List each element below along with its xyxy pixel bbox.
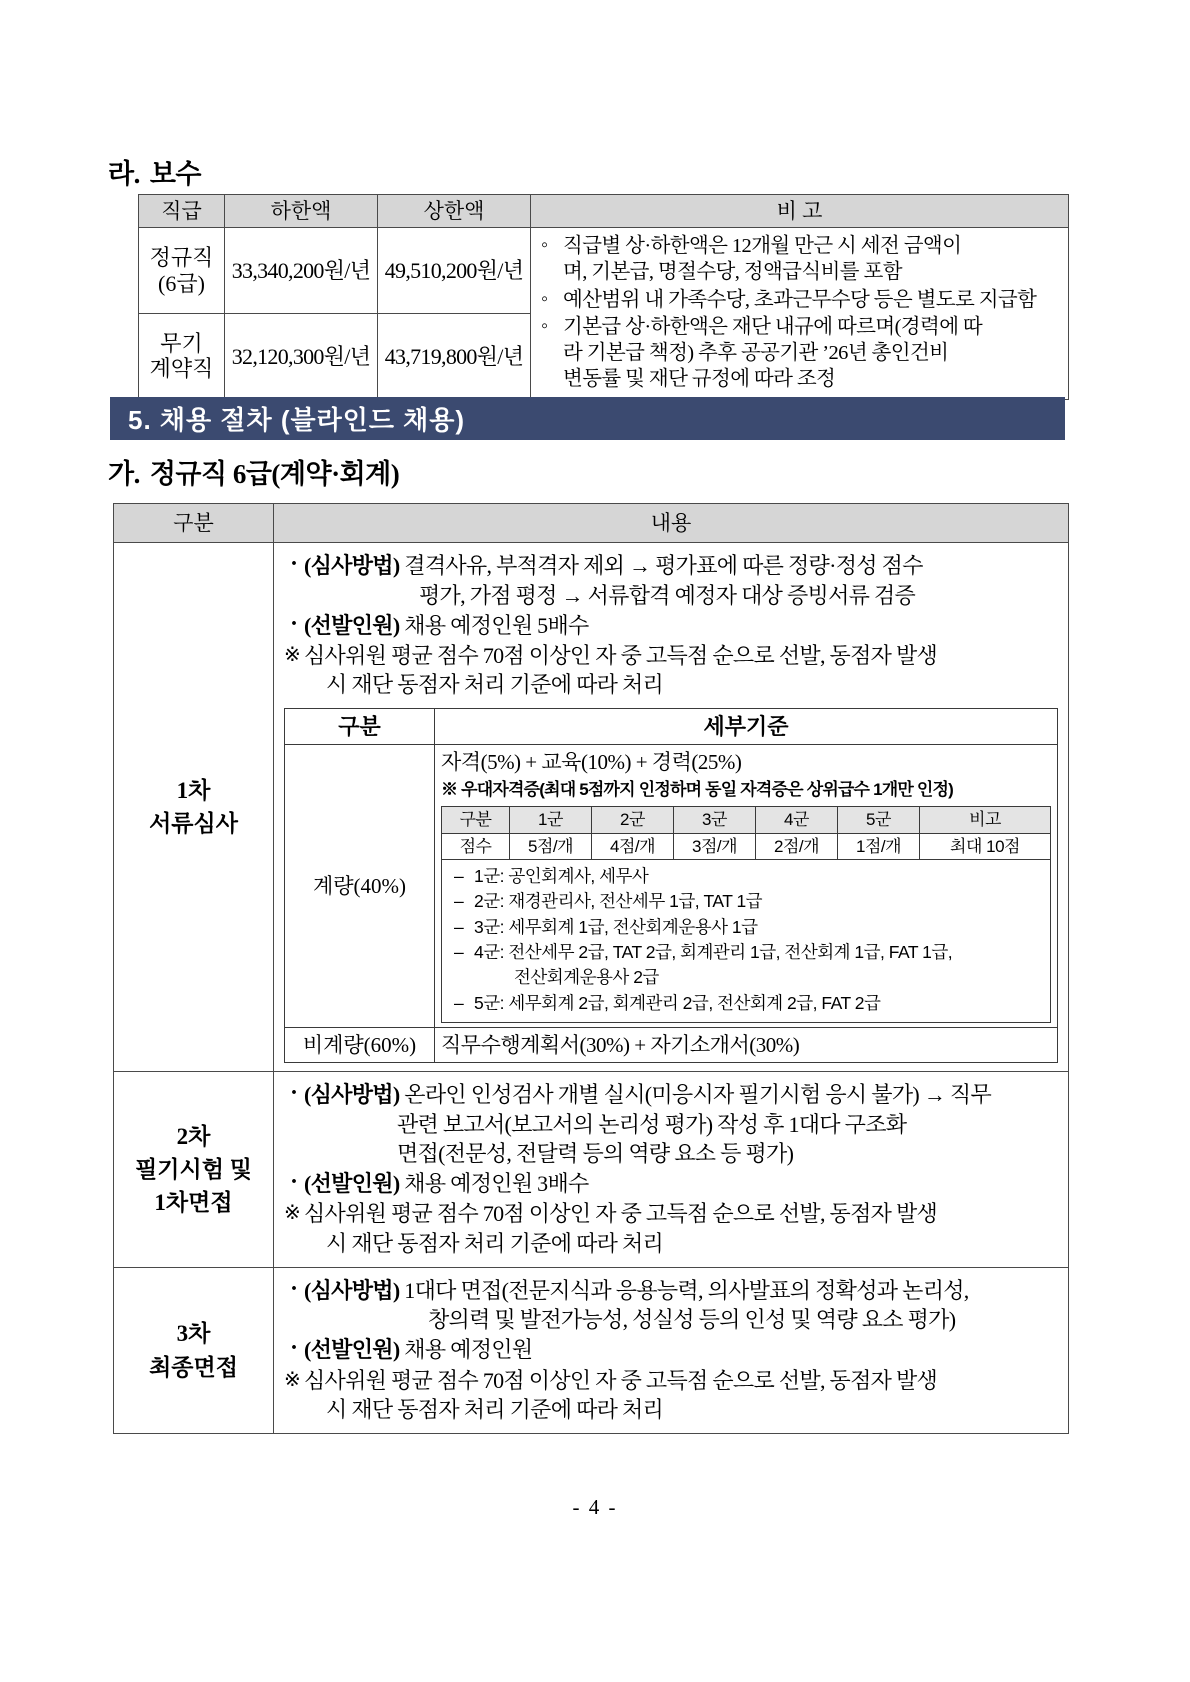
item-label: (선발인원) [304, 1171, 400, 1197]
col-remark: 비 고 [531, 195, 1069, 228]
item-text: 심사위원 평균 점수 70점 이상인 자 중 고득점 순으로 선발, 동점자 발생 [304, 1367, 938, 1393]
item-cont2: 면접(전문성, 전달력 등의 역량 요소 등 평가) [397, 1140, 794, 1166]
recruitment-process-table [113, 503, 1069, 1434]
stage-1-items [284, 551, 1058, 699]
item-cont: 시 재단 동점자 처리 기준에 따라 처리 [326, 672, 664, 698]
score-hdr-g2: 2군 [592, 807, 674, 833]
stage-line: 서류심사 [149, 811, 238, 837]
group-text: 3군: 세무회계 1급, 전산회계운용사 1급 [474, 916, 758, 937]
criteria-row-quant [285, 745, 1058, 1028]
col-lower: 하한액 [225, 195, 378, 228]
score-g5: 1점/개 [838, 833, 920, 859]
criteria-header-row [285, 708, 1058, 745]
item-text: 심사위원 평균 점수 70점 이상인 자 중 고득점 순으로 선발, 동점자 발생 [304, 643, 938, 668]
list-item [284, 641, 1058, 700]
grade-line1: 정규직 [149, 245, 214, 271]
cell-lower-regular: 33,340,200원/년 [225, 228, 378, 314]
quant-note: ※ 우대자격증(최대 5점까지 인정하며 동일 자격증은 상위급수 1개만 인정) [441, 780, 954, 800]
grade-line1: 무기 [160, 331, 203, 356]
grade-line2: 계약직 [149, 356, 214, 382]
stage-line: 1차 [176, 777, 211, 803]
criteria-col-detail: 세부기준 [435, 708, 1058, 745]
group-line [450, 889, 1042, 914]
col-detail: 내용 [274, 504, 1069, 543]
stage-line: 필기시험 및 [135, 1156, 252, 1182]
stage-line: 2차 [176, 1123, 211, 1149]
criteria-row-nonquant [285, 1028, 1058, 1063]
score-g3: 3점/개 [674, 833, 756, 859]
table-row-stage-2 [114, 1072, 1069, 1268]
item-label: (선발인원) [304, 1337, 400, 1363]
stage-2-items [284, 1080, 1058, 1258]
item-label: (심사방법) [304, 1277, 400, 1303]
remark-cont2: 변동률 및 재단 규정에 따라 조정 [563, 368, 836, 391]
score-hdr-g1: 1군 [510, 807, 592, 833]
score-hdr-g4: 4군 [756, 807, 838, 833]
stage-label-2 [114, 1072, 274, 1268]
stage-label-3 [114, 1267, 274, 1433]
list-item [284, 1080, 1058, 1168]
list-item [284, 1366, 1058, 1425]
score-g1: 5점/개 [510, 833, 592, 859]
score-hdr-g3: 3군 [674, 807, 756, 833]
item-text: 채용 예정인원 3배수 [399, 1171, 589, 1197]
certification-groups [441, 860, 1051, 1023]
quant-label: 계량(40%) [285, 745, 435, 1028]
table-row-stage-1 [114, 543, 1069, 1072]
remark-item [537, 287, 1060, 313]
remark-item [537, 314, 1060, 393]
quant-formula: 자격(5%) + 교육(10%) + 경력(25%) [441, 750, 742, 774]
stage-content-1 [274, 543, 1069, 1072]
remark-text: 기본급 상·하한액은 재단 내규에 따르며(경력에 따 [563, 315, 983, 338]
cell-remarks [531, 228, 1069, 399]
criteria-col-division: 구분 [285, 708, 435, 745]
pay-heading-text: 보수 [149, 159, 202, 189]
remark-list [537, 233, 1060, 392]
group-line [450, 991, 1042, 1016]
page-number: - 4 - [572, 1495, 618, 1519]
score-hdr-division: 구분 [442, 807, 510, 833]
stage-label-1 [114, 543, 274, 1072]
col-division: 구분 [114, 504, 274, 543]
stage-3-items [284, 1276, 1058, 1424]
item-text: 채용 예정인원 5배수 [399, 612, 589, 638]
stage-line: 3차 [176, 1321, 211, 1347]
table-row-stage-3 [114, 1267, 1069, 1433]
group-text: 1군: 공인회계사, 세무사 [474, 865, 649, 886]
item-cont: 평가, 가점 평정 → 서류합격 예정자 대상 증빙서류 검증 [419, 582, 916, 608]
cell-grade-regular [139, 228, 225, 314]
cell-grade-contract [139, 313, 225, 399]
item-label: (선발인원) [304, 612, 400, 638]
item-cont: 관련 보고서(보고서의 논리성 평가) 작성 후 1대다 구조화 [397, 1111, 907, 1137]
score-header-row [442, 807, 1051, 833]
item-cont: 시 재단 동점자 처리 기준에 따라 처리 [326, 1230, 664, 1256]
group-line [450, 915, 1042, 940]
cell-upper-regular: 49,510,200원/년 [378, 228, 531, 314]
item-text: 심사위원 평균 점수 70점 이상인 자 중 고득점 순으로 선발, 동점자 발생 [304, 1201, 938, 1227]
item-text: 결격사유, 부적격자 제외 → 평가표에 따른 정량·정성 점수 [399, 553, 923, 579]
nonquant-label: 비계량(60%) [285, 1028, 435, 1063]
remark-text: 직급별 상·하한액은 12개월 만근 시 세전 금액이 [563, 235, 962, 258]
stage-content-3 [274, 1267, 1069, 1433]
quant-detail [435, 745, 1058, 1028]
subsection-text: 정규직 6급(계약·회계) [149, 459, 400, 489]
criteria-table [284, 708, 1058, 1064]
stage-content-2 [274, 1072, 1069, 1268]
cell-upper-contract: 43,719,800원/년 [378, 313, 531, 399]
item-label: (심사방법) [304, 1082, 400, 1108]
score-hdr-g5: 5군 [838, 807, 920, 833]
cell-lower-contract: 32,120,300원/년 [225, 313, 378, 399]
stage-line: 1차면접 [154, 1190, 233, 1216]
item-text: 온라인 인성검사 개별 실시(미응시자 필기시험 응시 불가) → 직무 [399, 1082, 992, 1108]
item-cont: 창의력 및 발전가능성, 성실성 등의 인성 및 역량 요소 평가) [428, 1307, 956, 1333]
table-header-row [139, 195, 1069, 228]
item-cont: 시 재단 동점자 처리 기준에 따라 처리 [326, 1396, 664, 1422]
stage-line: 최종면접 [149, 1354, 238, 1380]
table-header-row [114, 504, 1069, 543]
score-g2: 4점/개 [592, 833, 674, 859]
score-remark: 최대 10점 [920, 833, 1051, 859]
group-cont: 전산회계운용사 2급 [514, 967, 659, 988]
group-text: 2군: 재경관리사, 전산세무 1급, TAT 1급 [474, 891, 763, 912]
item-text: 채용 예정인원 [399, 1337, 533, 1363]
list-item [284, 1199, 1058, 1258]
subsection-heading [108, 452, 399, 491]
col-grade: 직급 [139, 195, 225, 228]
table-row [139, 228, 1069, 314]
score-label: 점수 [442, 833, 510, 859]
remark-text: 예산범위 내 가족수당, 초과근무수당 등은 별도로 지급함 [563, 288, 1037, 311]
score-hdr-remark: 비고 [920, 807, 1051, 833]
col-upper: 상한액 [378, 195, 531, 228]
list-item [284, 1276, 1058, 1335]
grade-line2: (6급) [158, 270, 205, 296]
remark-cont: 며, 기본급, 명절수당, 정액급식비를 포함 [563, 261, 902, 284]
group-text: 4군: 전산세무 2급, TAT 2급, 회계관리 1급, 전산회계 1급, FAT 1급, [474, 942, 953, 963]
nonquant-value: 직무수행계획서(30%) + 자기소개서(30%) [435, 1028, 1058, 1063]
list-item [284, 1169, 1058, 1198]
pay-table [138, 194, 1069, 400]
item-label: (심사방법) [304, 553, 400, 579]
list-item [284, 1335, 1058, 1364]
score-table [441, 806, 1051, 860]
subsection-marker: 가. [108, 459, 140, 489]
group-line [450, 864, 1042, 889]
group-line [450, 940, 1042, 991]
item-text: 1대다 면접(전문지식과 응용능력, 의사발표의 정확성과 논리성, [399, 1277, 969, 1303]
group-text: 5군: 세무회계 2급, 회계관리 2급, 전산회계 2급, FAT 2급 [474, 992, 881, 1013]
pay-heading-marker: 라. [108, 159, 140, 189]
list-item [284, 611, 1058, 640]
list-item [284, 551, 1058, 610]
remark-item [537, 233, 1060, 285]
score-g4: 2점/개 [756, 833, 838, 859]
pay-heading [108, 152, 201, 191]
score-value-row [442, 833, 1051, 859]
remark-cont: 라 기본급 책정) 추후 공공기관 ’26년 총인건비 [563, 342, 949, 365]
section-5-banner: 5. 채용 절차 (블라인드 채용) [110, 397, 1065, 440]
